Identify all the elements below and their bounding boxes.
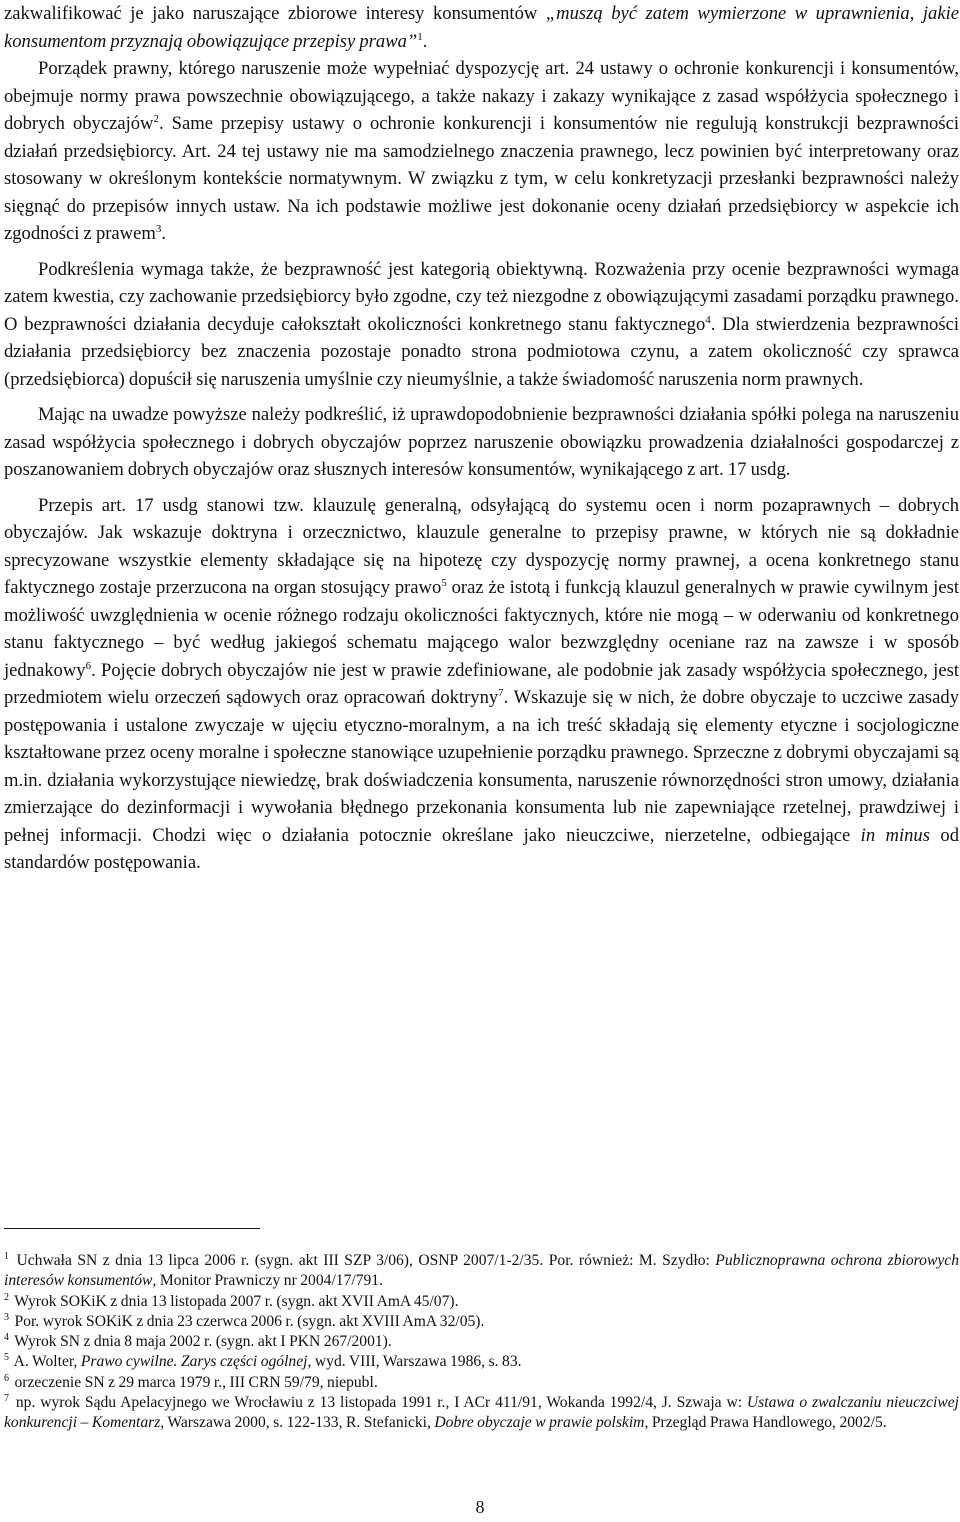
footnote-7: $^7$ np. wyrok Sądu Apelacyjnego we Wrocławiu z 13 listopada 1991 r., I ACr 411/91, Wokanda 1992/4, J. Szwaja w: Ustawa o zwalczaniu nieuczciwej konkurencji – Komentarz, Warszawa 2000, s. 122-133, R. Stefanicki, Dobre obyczaje w prawie polskim, Przegląd Prawa Handlowego, 2002/5. (4, 1393, 959, 1432)
paragraph-1: zakwalifikować je jako naruszające zbiorowe interesy konsumentów „muszą być zatem wymierzone w uprawnienia, jakie konsumentom przyznają obowiązujące przepisy prawa”$^1$. (4, 3, 959, 52)
paragraph-3: Podkreślenia wymaga także, że bezprawność jest kategorią obiektywną. Rozważenia przy ocenie bezprawności wymaga zatem kwestia, czy zachowanie przedsiębiorcy było zgodne, czy też niezgodne z obowiązującymi zasadami porządku prawnego. O bezprawności działania decyduje całokształt okoliczności konkretnego stanu faktycznego$^4$. Dla stwierdzenia bezprawności działania przedsiębiorcy bez znaczenia pozostaje ponadto strona podmiotowa czynu, a zatem okoliczność czy sprawca (przedsiębiorca) dopuścił się naruszenia umyślnie czy nieumyślnie, a także świadomość naruszenia norm prawnych. (4, 258, 959, 390)
footnote-ref-3[interactable]: 3 (155, 223, 162, 235)
footnotes (4, 1251, 959, 1434)
footnote-1: $^1$ Uchwała SN z dnia 13 lipca 2006 r. (sygn. akt III SZP 3/06), OSNP 2007/1-2/35. Por. również: M. Szydło: Publicznoprawna ochrona zbiorowych interesów konsumentów, Monitor Prawniczy nr 2004/17/791. (4, 1251, 959, 1290)
footnote-3: $^3$ Por. wyrok SOKiK z dnia 23 czerwca 2006 r. (sygn. akt XVIII AmA 32/05). (4, 1311, 485, 1330)
footnote-ref-6[interactable]: 6 (85, 659, 92, 672)
footnote-4: $^4$ Wyrok SN z dnia 8 maja 2002 r. (sygn. akt I PKN 267/2001). (4, 1332, 392, 1351)
footnote-ref-4[interactable]: 4 (705, 313, 711, 326)
paragraph-4: Mając na uwadze powyższe należy podkreślić, iż uprawdopodobnienie bezprawności działania spółki polega na naruszeniu zasad współżycia społecznego i dobrych obyczajów poprzez naruszenie obowiązku prowadzenia działalności gospodarczej z poszanowaniem dobrych obyczajów oraz słusznych interesów konsumentów, wynikającego z art. 17 usdg. (4, 404, 959, 480)
body-text (4, 0, 959, 877)
footnote-ref-5[interactable]: 5 (441, 577, 447, 589)
paragraph-2: Porządek prawny, którego naruszenie może wypełniać dyspozycję art. 24 ustawy o ochronie konkurencji i konsumentów, obejmuje normy prawa powszechnie obowiązującego, a także nakazy i zakazy wynikające z zasad współżycia społecznego i dobrych obyczajów$^2$. Same przepisy ustawy o ochronie konkurencji i konsumentów nie regulują konstrukcji bezprawności działań przedsiębiorcy. Art. 24 tej ustawy nie ma samodzielnego znaczenia prawnego, lecz powinien być interpretowany oraz stosowany w określonym kontekście normatywnym. W związku z tym, w celu konkretyzacji przesłanki bezprawności należy sięgnąć do przepisów innych ustaw. Na ich podstawie możliwe jest dokonanie oceny działań przedsiębiorcy w aspekcie ich zgodności z prawem$^3$. (4, 58, 960, 244)
paragraph-5: Przepis art. 17 usdg stanowi tzw. klauzulę generalną, odsyłającą do systemu ocen i norm pozaprawnych – dobrych obyczajów. Jak wskazuje doktryna i orzecznictwo, klauzule generalne to przepisy prawne, w których nie są dokładnie sprecyzowane wszystkie elementy składające się na hipotezę czy dyspozycję normy prawnej, a ocena konkretnego stanu faktycznego zostaje przerzucona na organ stosujący prawo$^5$ oraz że istotą i funkcją klauzul generalnych w prawie cywilnym jest możliwość uwzględnienia w ocenie różnego rodzaju okoliczności faktycznych, które nie mogą – w oderwaniu od konkretnego stanu faktycznego – być według jakiegoś schematu mającego walor bezwzględny oceniane raz na zawsze i w sposób jednakowy$^6$. Pojęcie dobrych obyczajów nie jest w prawie zdefiniowane, ale podobnie jak zasady współżycia społecznego, jest przedmiotem wielu orzeczeń sądowych oraz opracowań doktryny$^7$. Wskazuje się w nich, że dobre obyczaje to uczciwe zasady postępowania i ustalone zwyczaje w ujęciu etyczno-moralnym, a na ich treść składają się elementy etyczne i socjologiczne kształtowane przez oceny moralne i społeczne stanowiące uzupełnienie porządku prawnego. Sprzeczne z dobrymi obyczajami są m.in. działania wykorzystujące niewiedzę, brak doświadczenia konsumenta, naruszenie równorzędności stron umowy, działania zmierzające do dezinformacji i wywołania błędnego przekonania konsumenta lub nie zapewniające rzetelnej, prawdziwej i pełnej informacji. Chodzi więc o działania potocznie określane jako nieuczciwe, nierzetelne, odbiegające in minus od standardów postępowania. (4, 494, 960, 873)
footnote-ref-2[interactable]: 2 (153, 113, 159, 125)
footnote-ref-1[interactable]: 1 (417, 30, 423, 43)
page-number: 8 (475, 1497, 485, 1517)
footnote-5: $^5$ A. Wolter, Prawo cywilne. Zarys części ogólnej, wyd. VIII, Warszawa 1986, s. 83. (4, 1352, 522, 1371)
footnote-6: $^6$ orzeczenie SN z 29 marca 1979 r., III CRN 59/79, niepubl. (4, 1372, 378, 1391)
footnote-2: $^2$ Wyrok SOKiK z dnia 13 listopada 2007 r. (sygn. akt XVII AmA 45/07). (4, 1291, 459, 1310)
footnote-ref-7[interactable]: 7 (498, 687, 504, 699)
footnote-separator (4, 1228, 260, 1229)
